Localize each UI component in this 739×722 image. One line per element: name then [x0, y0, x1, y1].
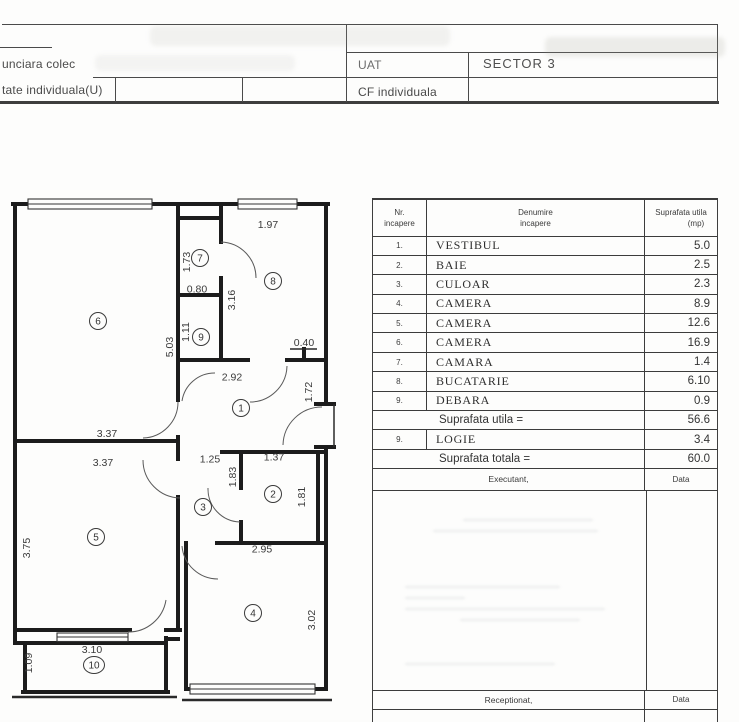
header-top-line — [2, 24, 718, 25]
header-nr-line2: incapere — [384, 218, 415, 228]
room-number: 3 — [200, 502, 206, 514]
dimension-label: 1.81 — [296, 486, 308, 508]
dimension-label: 0.40 — [293, 337, 315, 349]
door-arcs — [128, 242, 322, 632]
dimension-label: 3.37 — [96, 428, 118, 440]
row-nr: 2. — [396, 260, 403, 270]
header-vline-3 — [346, 52, 347, 102]
row-name: CAMARA — [426, 353, 644, 371]
door-arc — [182, 373, 215, 401]
header-denumire — [426, 200, 644, 236]
executant-data-label: Data — [644, 469, 717, 490]
door-arc — [208, 488, 240, 522]
header-denumire-line2: incapere — [520, 218, 551, 228]
door-arc — [250, 366, 287, 402]
header-bottom-line — [0, 101, 719, 104]
logie-row — [373, 430, 717, 449]
header-row2-left-text: tate individuala(U) — [2, 83, 103, 97]
row-nr: 7. — [396, 357, 403, 367]
row-name: CAMERA — [426, 333, 644, 351]
dimension-label: 1.11 — [180, 322, 192, 342]
header-tick — [346, 24, 347, 53]
room-number: 1 — [238, 403, 244, 415]
row-area: 1.4 — [644, 353, 717, 371]
dimension-label: 2.95 — [251, 543, 273, 556]
table-row — [373, 295, 717, 314]
uat-label: UAT — [358, 58, 382, 72]
subtotal-value: 56.6 — [644, 411, 717, 429]
uat-value: SECTOR 3 — [483, 56, 556, 71]
row-nr: 4. — [396, 299, 403, 309]
room-number: 6 — [95, 316, 101, 328]
table-row — [373, 237, 717, 256]
room-numbers — [88, 251, 276, 672]
header-vline-1 — [115, 77, 116, 102]
header-suprafata-line1: Suprafata utila — [655, 207, 707, 217]
ground-lines — [12, 697, 332, 700]
room-number: 4 — [250, 608, 256, 620]
executant-label: Executant, — [488, 474, 529, 485]
data-column-divider — [646, 491, 647, 690]
header-denumire-line1: Denumire — [518, 207, 553, 217]
row-nr: 9. — [396, 396, 403, 406]
dimension-label: 3.75 — [21, 537, 33, 559]
row-area: 2.5 — [644, 256, 717, 274]
dimension-label: 1.37 — [263, 451, 285, 464]
total-label: Suprafata totala = — [439, 452, 531, 465]
room-number: 10 — [88, 660, 100, 672]
stamp-trace — [405, 663, 585, 674]
dimension-label: 1.73 — [181, 251, 193, 273]
row-name: CULOAR — [426, 275, 644, 293]
dimension-label: 3.10 — [81, 644, 103, 656]
table-row — [373, 333, 717, 352]
door-arc — [143, 460, 180, 498]
dimension-label: 5.03 — [164, 336, 176, 358]
floor-plan-drawing — [0, 190, 345, 720]
row-name: DEBARA — [426, 392, 644, 410]
executant-header-row — [373, 469, 717, 491]
subtotal-row — [373, 411, 717, 430]
header-row1-topline — [346, 52, 718, 53]
row-name: CAMERA — [426, 295, 644, 313]
header-vline-2 — [242, 77, 243, 102]
header-line-fragment — [0, 47, 52, 48]
row-area: 8.9 — [644, 295, 717, 313]
room-number: 2 — [270, 489, 276, 501]
table-row — [373, 372, 717, 391]
header-suprafata-line2: (mp) — [687, 218, 705, 228]
wall-lines — [13, 204, 334, 692]
header-nr — [373, 200, 426, 236]
subtotal-label: Suprafata utila = — [439, 414, 524, 427]
header-row1-left-text: unciara colec — [2, 57, 76, 71]
table-header-row — [373, 200, 717, 237]
dimension-label: 1.72 — [303, 381, 315, 403]
receptionat-row — [373, 691, 717, 710]
table-row — [373, 392, 717, 411]
stamp-trace — [433, 519, 603, 541]
dimension-label: 1.83 — [227, 466, 239, 488]
row-nr: 1. — [396, 241, 403, 251]
dimension-label: 1.09 — [23, 652, 35, 674]
dimension-label: 2.92 — [221, 371, 243, 384]
dimension-label: 1.97 — [257, 219, 279, 231]
row-area: 3.4 — [644, 430, 717, 448]
row-area: 16.9 — [644, 333, 717, 351]
receptionat-data-label: Data — [644, 691, 717, 709]
row-area: 2.3 — [644, 275, 717, 293]
door-arc — [221, 242, 256, 278]
total-value: 60.0 — [644, 450, 717, 468]
rooms-area-table — [372, 198, 718, 722]
cf-label: CF individuala — [358, 85, 437, 99]
row-nr: 6. — [396, 338, 403, 348]
table-row — [373, 353, 717, 372]
row-area: 6.10 — [644, 372, 717, 390]
stamp-trace — [405, 586, 615, 630]
door-arc — [128, 600, 166, 632]
row-name: VESTIBUL — [426, 237, 644, 255]
header-nr-line1: Nr. — [394, 207, 405, 217]
row-nr: 3. — [396, 279, 403, 289]
table-row — [373, 256, 717, 275]
row-nr: 5. — [396, 318, 403, 328]
window-symbols — [28, 199, 315, 694]
whiteout-smudge — [545, 37, 725, 57]
room-number: 9 — [198, 332, 204, 344]
whiteout-smudge — [95, 55, 295, 71]
row-area: 0.9 — [644, 392, 717, 410]
room-number: 7 — [197, 253, 203, 265]
dimension-label: 3.37 — [92, 457, 114, 469]
row-area: 5.0 — [644, 237, 717, 255]
total-row — [373, 450, 717, 469]
header-vline-4 — [468, 52, 469, 102]
door-arc — [143, 402, 178, 438]
header-right-border — [717, 24, 718, 102]
row-name: LOGIE — [426, 430, 644, 448]
table-row — [373, 314, 717, 333]
room-number: 5 — [93, 532, 99, 544]
whiteout-smudge — [150, 26, 450, 46]
row-name: BAIE — [426, 256, 644, 274]
dimension-label: 3.02 — [306, 609, 318, 631]
dimension-label: 0.80 — [186, 283, 208, 296]
room-number: 8 — [270, 276, 276, 288]
receptionat-label: Receptionat, — [484, 694, 533, 705]
dimension-label: 1.25 — [199, 453, 221, 466]
table-row — [373, 275, 717, 294]
row-nr: 8. — [396, 376, 403, 386]
row-name: CAMERA — [426, 314, 644, 332]
header-row-divider — [93, 77, 718, 78]
door-arc — [283, 407, 322, 445]
row-nr: 9. — [396, 435, 403, 445]
row-area: 12.6 — [644, 314, 717, 332]
dimension-label: 3.16 — [226, 289, 238, 311]
executant-signature-box — [373, 491, 717, 691]
header-suprafata — [644, 200, 717, 236]
row-name: BUCATARIE — [426, 372, 644, 390]
